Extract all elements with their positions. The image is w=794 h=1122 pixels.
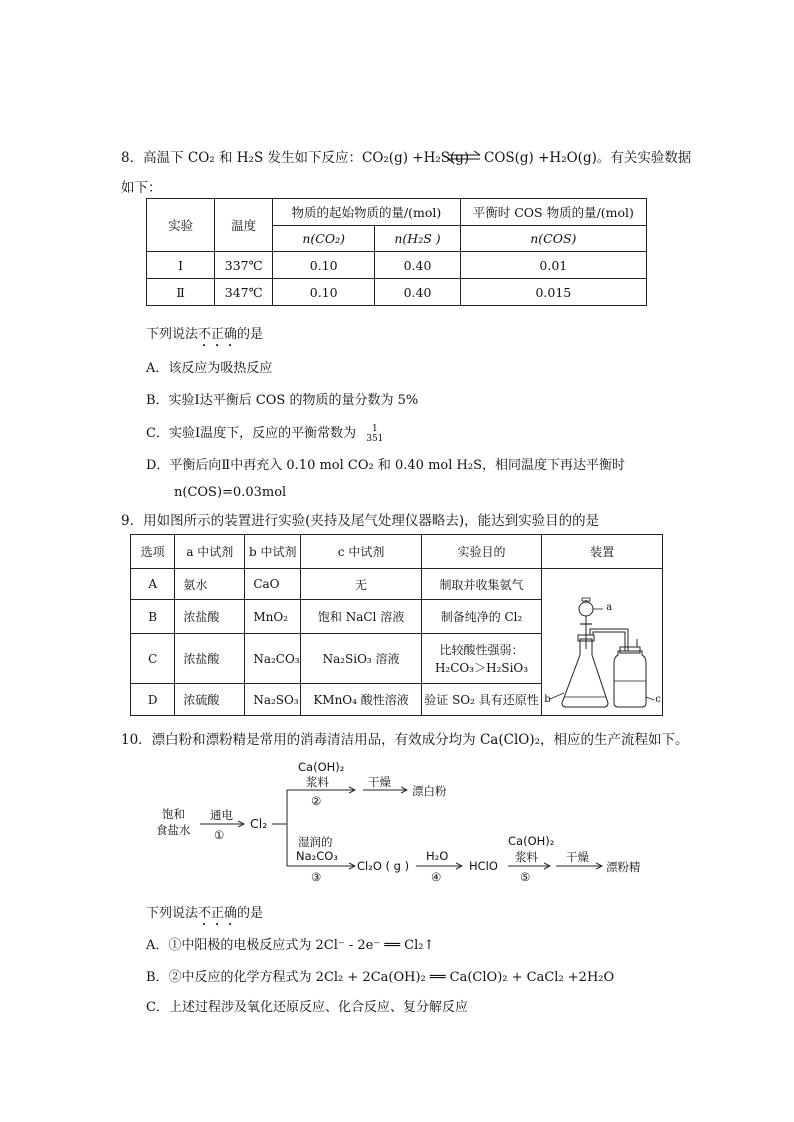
header-option: 选项 bbox=[131, 535, 175, 569]
cell-temp: 347℃ bbox=[215, 279, 273, 306]
subheader-n-cos: n(COS) bbox=[460, 226, 646, 252]
flow-cl2o: Cl₂O ( g ) bbox=[357, 859, 410, 873]
flow-reagent5-2: 浆料 bbox=[515, 850, 538, 864]
flow-dry-1: 干燥 bbox=[368, 775, 391, 789]
q8-option-a: A．该反应为吸热反应 bbox=[146, 361, 273, 376]
q8-option-d: D．平衡后向Ⅱ中再充入 0.10 mol CO₂ 和 0.40 mol H₂S，相同温度下再达平衡时 bbox=[146, 458, 625, 473]
cell-c: KMnO₄ 酸性溶液 bbox=[301, 684, 422, 716]
flow-step1-num: ① bbox=[214, 828, 225, 842]
cell-goal: 制备纯净的 Cl₂ bbox=[421, 600, 541, 634]
header-experiment: 实验 bbox=[147, 199, 215, 252]
label-a: a bbox=[606, 602, 613, 613]
cell-a: 浓盐酸 bbox=[175, 634, 245, 684]
flow-start-2: 食盐水 bbox=[156, 823, 191, 837]
q10-option-c: C．上述过程涉及氧化还原反应、化合反应、复分解反应 bbox=[146, 1000, 468, 1015]
cell-b: Na₂SO₃ bbox=[245, 684, 301, 716]
q8-stem-right: COS(g) +H₂O(g)。有关实验数据 bbox=[484, 150, 692, 166]
cell-a: 氨水 bbox=[175, 569, 245, 600]
cell-h2s: 0.40 bbox=[375, 252, 460, 279]
cell-goal: 制取并收集氨气 bbox=[421, 569, 541, 600]
flow-bottom-reagent-2: Na₂CO₃ bbox=[296, 849, 338, 863]
cell-exp: Ⅱ bbox=[147, 279, 215, 306]
q8-stem-line2: 如下： bbox=[121, 180, 162, 196]
q9-stem: 9．用如图所示的装置进行实验(夹持及尾气处理仪器略去)，能达到实验目的的是 bbox=[121, 513, 600, 529]
header-a-reagent: a 中试剂 bbox=[175, 535, 245, 569]
cell-c: 无 bbox=[301, 569, 422, 600]
cell-b: MnO₂ bbox=[245, 600, 301, 634]
q10-prompt: 下列说法不正确的是 bbox=[146, 906, 264, 921]
flow-step1-label: 通电 bbox=[210, 808, 233, 822]
cell-option: D bbox=[131, 684, 175, 716]
cell-cos: 0.01 bbox=[460, 252, 646, 279]
header-b-reagent: b 中试剂 bbox=[245, 535, 301, 569]
cell-h2s: 0.40 bbox=[375, 279, 460, 306]
fraction: 1 351 bbox=[366, 423, 384, 444]
header-temperature: 温度 bbox=[215, 199, 273, 252]
flow-h2o: H₂O bbox=[426, 849, 449, 863]
q8-option-d-line2: n(COS)=0.03mol bbox=[174, 485, 287, 500]
cell-option: C bbox=[131, 634, 175, 684]
q8-stem: 8．高温下 CO₂ 和 H₂S 发生如下反应：CO₂(g) +H₂S(g) bbox=[121, 150, 470, 166]
flow-cl2: Cl₂ bbox=[250, 816, 268, 831]
cell-option: B bbox=[131, 600, 175, 634]
flow-step4-num: ④ bbox=[431, 870, 442, 884]
header-initial-amount: 物质的起始物质的量/(mol) bbox=[273, 199, 461, 226]
cell-goal: 比较酸性强弱： H₂CO₃＞H₂SiO₃ bbox=[421, 634, 541, 684]
flow-step2-num: ② bbox=[311, 794, 322, 808]
header-equilibrium-cos: 平衡时 COS 物质的量/(mol) bbox=[460, 199, 646, 226]
cell-exp: Ⅰ bbox=[147, 252, 215, 279]
cell-b: Na₂CO₃ bbox=[245, 634, 301, 684]
header-c-reagent: c 中试剂 bbox=[301, 535, 422, 569]
label-b: b bbox=[544, 694, 551, 705]
q10-option-a: A．①中阳极的电极反应式为 2Cl⁻ - 2e⁻ ══ Cl₂↑ bbox=[146, 938, 435, 953]
cell-c: 饱和 NaCl 溶液 bbox=[301, 600, 422, 634]
flow-product-1: 漂白粉 bbox=[412, 784, 447, 798]
flow-top-reagent-1: Ca(OH)₂ bbox=[298, 760, 345, 774]
q10-option-b: B．②中反应的化学方程式为 2Cl₂ + 2Ca(OH)₂ ══ Ca(ClO)₂ + CaCl₂ +2H₂O bbox=[146, 970, 615, 985]
q8-prompt: 下列说法不正确的是 bbox=[146, 327, 264, 342]
cell-temp: 337℃ bbox=[215, 252, 273, 279]
flow-start-1: 饱和 bbox=[162, 807, 185, 821]
cell-a: 浓盐酸 bbox=[175, 600, 245, 634]
label-c: c bbox=[655, 694, 661, 705]
flow-step5-num: ⑤ bbox=[520, 870, 531, 884]
flow-hclo: HClO bbox=[469, 859, 498, 873]
flow-bottom-reagent-1: 湿润的 bbox=[298, 835, 333, 849]
cell-goal: 验证 SO₂ 具有还原性 bbox=[421, 684, 541, 716]
q8-option-c: C．实验Ⅰ温度下，反应的平衡常数为 1 351 bbox=[146, 423, 384, 444]
flow-product-2: 漂粉精 bbox=[606, 860, 641, 874]
cell-c: Na₂SiO₃ 溶液 bbox=[301, 634, 422, 684]
cell-cos: 0.015 bbox=[460, 279, 646, 306]
flow-top-reagent-2: 浆料 bbox=[306, 775, 329, 789]
subheader-n-co2: n(CO₂) bbox=[273, 226, 375, 252]
q8-option-b: B．实验Ⅰ达平衡后 COS 的物质的量分数为 5% bbox=[146, 393, 419, 408]
cell-b: CaO bbox=[245, 569, 301, 600]
cell-co2: 0.10 bbox=[273, 279, 375, 306]
cell-a: 浓硫酸 bbox=[175, 684, 245, 716]
flow-reagent5-1: Ca(OH)₂ bbox=[508, 834, 555, 848]
header-apparatus: 装置 bbox=[542, 535, 663, 569]
cell-option: A bbox=[131, 569, 175, 600]
subheader-n-h2s: n(H₂S ) bbox=[375, 226, 460, 252]
header-goal: 实验目的 bbox=[421, 535, 541, 569]
q10-stem: 10．漂白粉和漂粉精是常用的消毒清洁用品，有效成分均为 Ca(ClO)₂，相应的生产流程如下。 bbox=[121, 732, 689, 748]
flow-dry-2: 干燥 bbox=[566, 850, 589, 864]
flow-step3-num: ③ bbox=[311, 870, 322, 884]
cell-co2: 0.10 bbox=[273, 252, 375, 279]
